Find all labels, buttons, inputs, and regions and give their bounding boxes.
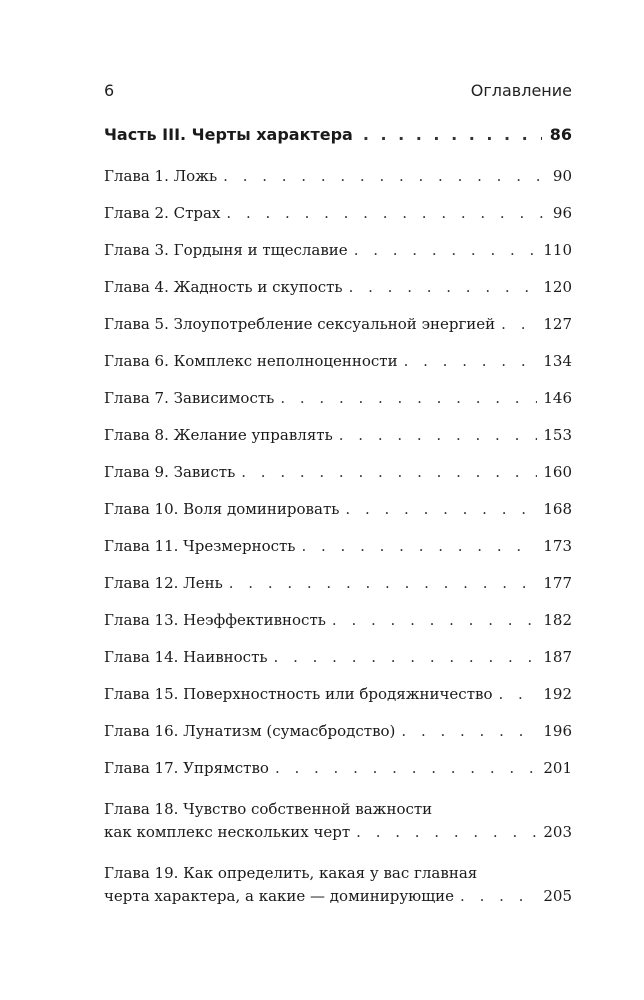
dot-leader — [301, 537, 537, 555]
dot-leader — [354, 241, 538, 259]
toc-entry[interactable] — [104, 167, 572, 204]
dot-leader — [332, 611, 537, 629]
toc-part-title: Часть III. Черты характера — [104, 125, 353, 144]
toc-entry-title: Глава 16. Лунатизм (сумасбродство) — [104, 722, 396, 740]
dot-leader — [226, 204, 546, 222]
toc-entry-page: 120 — [543, 278, 572, 296]
dot-leader — [460, 887, 537, 905]
toc-entry-page: 110 — [543, 241, 572, 259]
toc-entry-page: 173 — [543, 537, 572, 555]
toc-entry[interactable] — [104, 352, 572, 389]
toc-entry[interactable] — [104, 648, 572, 685]
toc-entry-title-line2: как комплекс нескольких черт — [104, 823, 351, 841]
toc-entry[interactable] — [104, 537, 572, 574]
toc-entry[interactable] — [104, 796, 572, 849]
toc-entry[interactable] — [104, 463, 572, 500]
toc-entry-page: 196 — [543, 722, 572, 740]
toc-entry-title-line1: Глава 19. Как определить, какая у вас главная — [104, 864, 478, 882]
toc-entry-page: 187 — [543, 648, 572, 666]
toc-part-page: 86 — [549, 125, 572, 144]
toc-entry-page: 96 — [552, 204, 572, 222]
dot-leader — [349, 278, 538, 296]
toc-entry[interactable] — [104, 611, 572, 648]
dot-leader — [356, 823, 537, 841]
toc-entry[interactable] — [104, 685, 572, 722]
toc-entry-page: 134 — [543, 352, 572, 370]
toc-entry[interactable] — [104, 389, 572, 426]
toc-entry[interactable] — [104, 241, 572, 278]
toc-entry-title: Глава 15. Поверхностность или бродяжничество — [104, 685, 493, 703]
toc-entry[interactable] — [104, 278, 572, 315]
dot-leader — [241, 463, 537, 481]
toc-entry-page: 90 — [552, 167, 572, 185]
toc-entry-page: 160 — [543, 463, 572, 481]
toc-entry-title: Глава 2. Страх — [104, 204, 221, 222]
page-number: 6 — [104, 80, 115, 100]
toc-entry[interactable] — [104, 574, 572, 611]
toc-entry-title: Глава 8. Желание управлять — [104, 426, 333, 444]
toc-entry-title: Глава 7. Зависимость — [104, 389, 275, 407]
toc-entry-title: Глава 17. Упрямство — [104, 759, 269, 777]
toc-entry-title: Глава 13. Неэффективность — [104, 611, 326, 629]
toc-entry[interactable] — [104, 500, 572, 537]
toc-entry[interactable] — [104, 426, 572, 463]
running-title: Оглавление — [470, 80, 572, 100]
toc-entry[interactable] — [104, 759, 572, 796]
dot-leader — [404, 352, 538, 370]
toc-entry-title-line1: Глава 18. Чувство собственной важности — [104, 800, 433, 818]
dot-leader — [280, 389, 537, 407]
dot-leader — [401, 722, 537, 740]
toc-entry-title: Глава 10. Воля доминировать — [104, 500, 340, 518]
dot-leader — [498, 685, 537, 703]
dot-leader — [274, 648, 538, 666]
toc-entry[interactable] — [104, 204, 572, 241]
dot-leader — [363, 125, 542, 144]
dot-leader — [275, 759, 537, 777]
dot-leader — [223, 167, 547, 185]
toc-entry-page: 168 — [543, 500, 572, 518]
toc-entry[interactable] — [104, 722, 572, 759]
dot-leader — [501, 315, 537, 333]
toc-entry-title: Глава 12. Лень — [104, 574, 223, 592]
toc-entry-page: 153 — [543, 426, 572, 444]
dot-leader — [339, 426, 538, 444]
toc-part-entry[interactable] — [104, 125, 572, 155]
toc-entry[interactable] — [104, 315, 572, 352]
running-head — [104, 78, 572, 102]
toc-entry-title-line2: черта характера, а какие — доминирующие — [104, 887, 455, 905]
toc-entry-title: Глава 5. Злоупотребление сексуальной энергией — [104, 315, 496, 333]
dot-leader — [229, 574, 538, 592]
toc-entry-page: 177 — [543, 574, 572, 592]
toc-entry-page: 201 — [543, 759, 572, 777]
table-of-contents — [104, 125, 572, 924]
toc-entry[interactable] — [104, 860, 572, 913]
toc-entry-page: 192 — [543, 685, 572, 703]
toc-entry-title: Глава 3. Гордыня и тщеславие — [104, 241, 348, 259]
toc-entry-title: Глава 11. Чрезмерность — [104, 537, 296, 555]
toc-entry-title: Глава 4. Жадность и скупость — [104, 278, 343, 296]
toc-entry-page: 182 — [543, 611, 572, 629]
toc-entry-title: Глава 14. Наивность — [104, 648, 268, 666]
toc-entry-page: 205 — [543, 887, 572, 905]
toc-entry-page: 146 — [543, 389, 572, 407]
toc-entry-title: Глава 1. Ложь — [104, 167, 218, 185]
toc-entry-page: 127 — [543, 315, 572, 333]
dot-leader — [345, 500, 537, 518]
toc-entry-page: 203 — [543, 823, 572, 841]
toc-entry-title: Глава 6. Комплекс неполноценности — [104, 352, 398, 370]
toc-entry-title: Глава 9. Зависть — [104, 463, 236, 481]
